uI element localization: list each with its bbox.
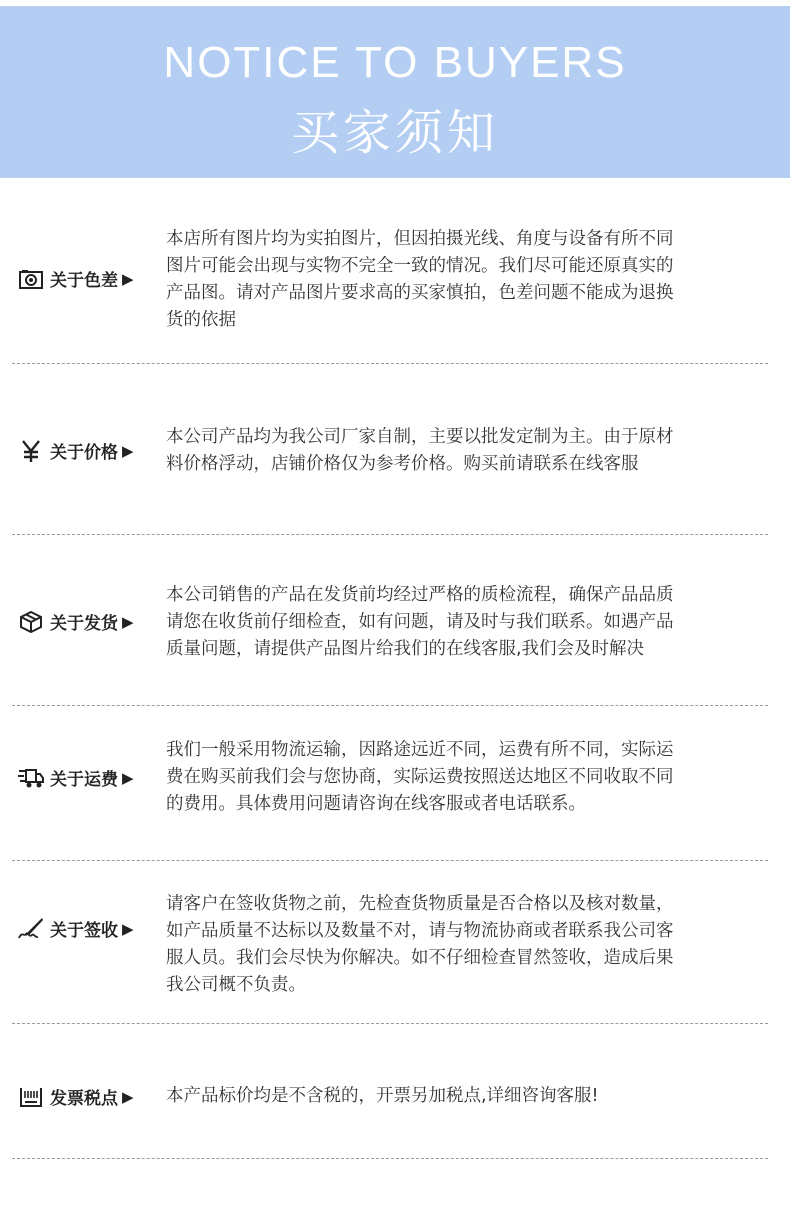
text-line: 货的依据 — [166, 310, 236, 330]
text-line: 的费用。具体费用问题请咨询在线客服或者电话联系。 — [166, 794, 586, 814]
text-line: 请客户在签收货物之前，先检查货物质量是否合格以及核对数量， — [166, 894, 674, 914]
section-text-signing — [166, 891, 766, 999]
section-label-text: 关于色差 — [50, 271, 118, 291]
text-line: 本产品标价均是不含税的，开票另加税点,详细咨询客服! — [166, 1086, 599, 1106]
package-icon — [18, 610, 44, 634]
section-label-text: 关于运费 — [50, 770, 118, 790]
section-text-price — [166, 424, 766, 478]
yen-icon — [18, 439, 44, 463]
arrow-icon: ▶ — [122, 269, 134, 288]
invoice-icon — [18, 1085, 44, 1109]
arrow-icon: ▶ — [122, 1087, 134, 1106]
text-line: 服人员。我们会尽快为你解决。如不仔细检查冒然签收，造成后果 — [166, 948, 674, 968]
text-line: 质量问题，请提供产品图片给我们的在线客服,我们会及时解决 — [166, 639, 645, 659]
page-title-en: NOTICE TO BUYERS — [163, 38, 627, 87]
section-label-signing — [18, 916, 134, 941]
section-text-color — [166, 226, 766, 334]
section-label-color — [18, 266, 134, 291]
divider — [12, 860, 768, 861]
text-line: 本公司产品均为我公司厂家自制，主要以批发定制为主。由于原材 — [166, 427, 674, 447]
divider — [12, 534, 768, 535]
text-line: 我们一般采用物流运输，因路途远近不同，运费有所不同，实际运 — [166, 740, 674, 760]
page-title-zh: 买家须知 — [290, 105, 499, 161]
divider — [12, 363, 768, 364]
text-line: 图片可能会出现与实物不完全一致的情况。我们尽可能还原真实的 — [166, 256, 674, 276]
delivery-truck-icon — [18, 766, 44, 790]
section-text-invoice — [166, 1083, 766, 1110]
text-line: 本店所有图片均为实拍图片，但因拍摄光线、角度与设备有所不同 — [166, 229, 674, 249]
text-line: 我公司概不负责。 — [166, 975, 306, 995]
arrow-icon: ▶ — [122, 612, 134, 631]
section-text-freight — [166, 737, 766, 818]
arrow-icon: ▶ — [122, 768, 134, 787]
arrow-icon: ▶ — [122, 441, 134, 460]
section-text-shipping — [166, 582, 766, 663]
section-label-shipping — [18, 609, 134, 634]
divider — [12, 1158, 768, 1159]
text-line: 如产品质量不达标以及数量不对，请与物流协商或者联系我公司客 — [166, 921, 674, 941]
section-label-price — [18, 438, 134, 463]
signature-pen-icon — [18, 917, 44, 941]
divider — [12, 705, 768, 706]
text-line: 本公司销售的产品在发货前均经过严格的质检流程，确保产品品质 — [166, 585, 674, 605]
text-line: 产品图。请对产品图片要求高的买家慎拍，色差问题不能成为退换 — [166, 283, 674, 303]
section-label-text: 关于签收 — [50, 921, 118, 941]
camera-icon — [18, 267, 44, 291]
text-line: 费在购买前我们会与您协商，实际运费按照送达地区不同收取不同 — [166, 767, 674, 787]
section-label-invoice — [18, 1084, 134, 1109]
section-label-text: 关于发货 — [50, 614, 118, 634]
divider — [12, 1023, 768, 1024]
text-line: 料价格浮动，店铺价格仅为参考价格。购买前请联系在线客服 — [166, 454, 639, 474]
section-label-text: 发票税点 — [50, 1089, 118, 1109]
section-label-text: 关于价格 — [50, 443, 118, 463]
header-banner — [0, 6, 790, 178]
arrow-icon: ▶ — [122, 919, 134, 938]
text-line: 请您在收货前仔细检查，如有问题，请及时与我们联系。如遇产品 — [166, 612, 674, 632]
section-label-freight — [18, 765, 134, 790]
